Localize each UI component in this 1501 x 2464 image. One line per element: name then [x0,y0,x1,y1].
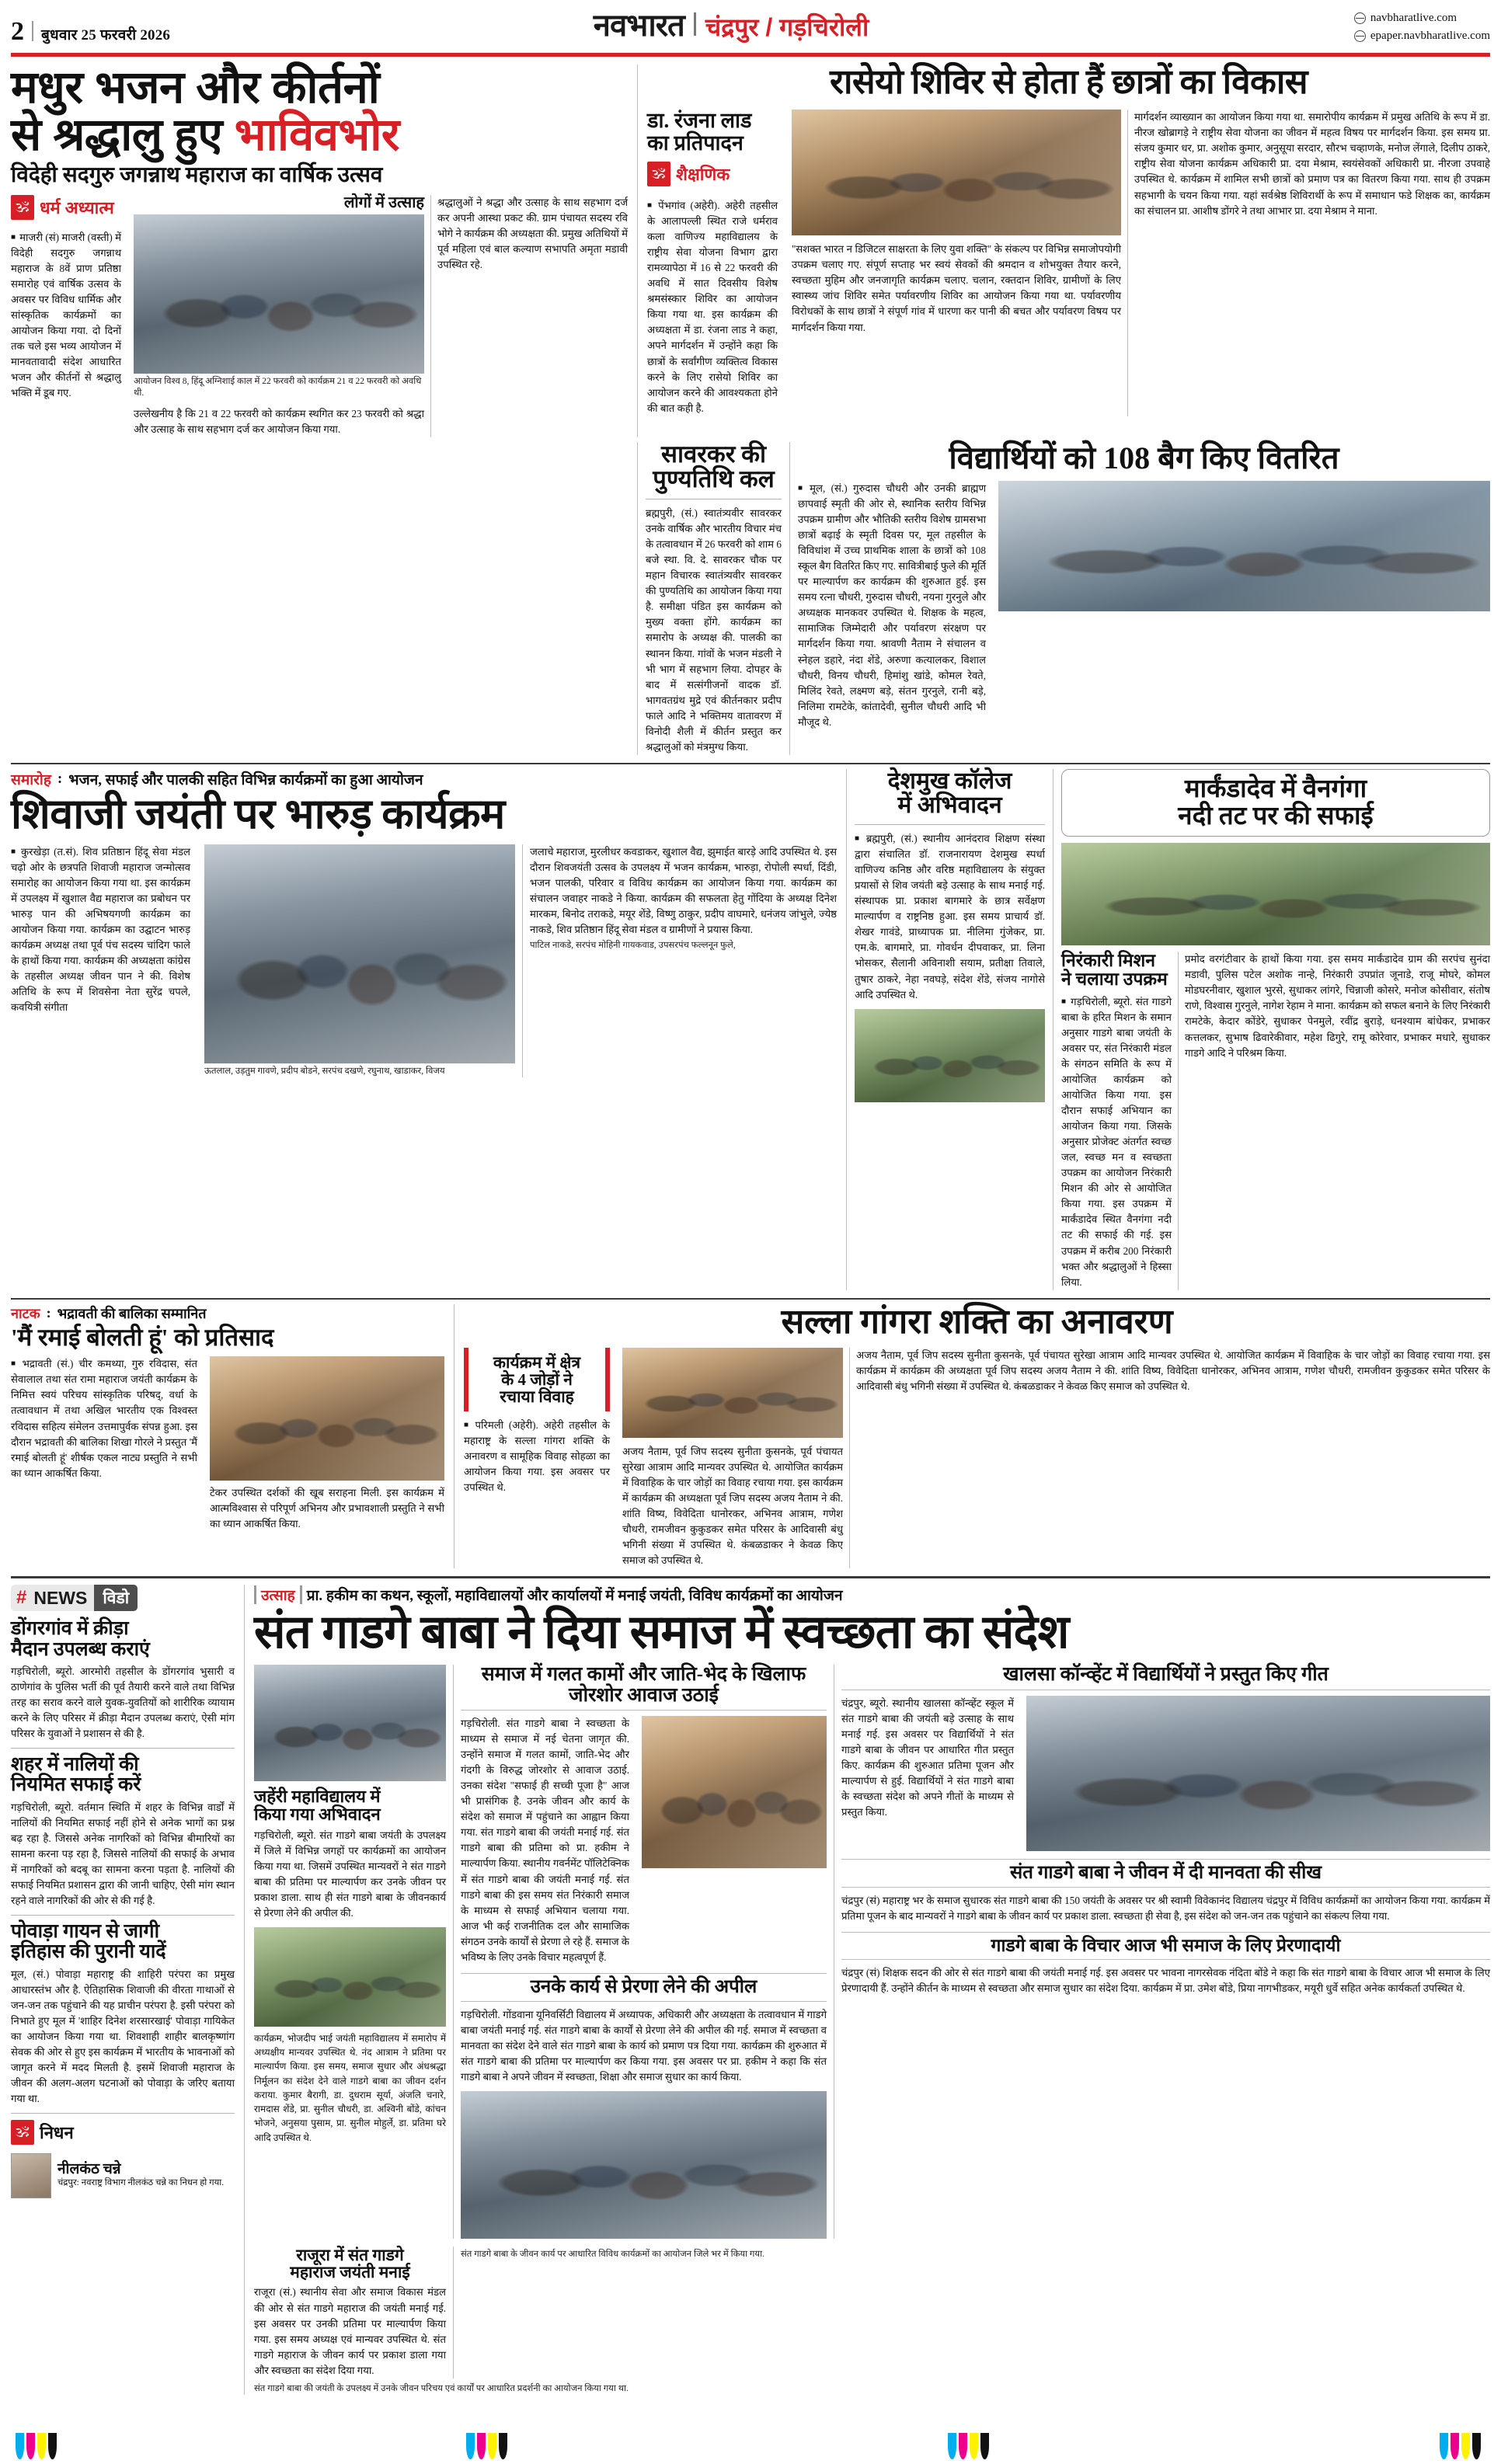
gadge-col-2 [453,1665,834,2239]
salla-col-3 [849,1348,1490,1569]
cmyk-magenta [477,2433,486,2459]
bags108-row [798,481,1490,730]
rasayo-deck-1: डा. रंजना लाड [647,109,752,133]
sidebar-divider-3 [11,2113,235,2114]
lead-subhead: विदेही सदगुरु जगन्नाथ महाराज का वार्षिक उत्सव [11,163,383,188]
obituary-body: चंद्रपुर: नवराष्ट्र विभाग नीलकंठ चन्ने का निधन हो गया. [57,2178,225,2188]
savarkar-headline-2: पुण्यतिथि कल [653,465,775,493]
shivaji-row [11,844,837,1078]
lead-headline-part-a: से श्रद्धालु हुए [11,110,235,161]
bags108-body: ■ मूल, (सं.) गुरुदास चौधरी और उनकी ब्राह्मण छापवाई स्मृती की ओर से, स्थानिक स्तरीय विभिन्न उपक्रम ग्रामीण और भौतिकी स्तरीय विशेष ग्रामसभा छात्रों बढ़ाई के स्मृती दिवस पर, मूल तहसील के विविधांश में उच्च प्राथमिक शाला के छात्रों को 108 स्कूल बैग वितरित किए गए. सावित्रीबाई फुले की मूर्ति पर माल्यार्पण कर कार्यक्रम की शुरुआत हुई. इस समय रत्ना चौधरी, गुरुदास चौधरी, नयना गुरनुले और अध्यक्षक मानकवर उपस्थित थे. शिक्षक के महत्व, सामाजिक जिम्मेदारी और पर्यावरण संरक्षण पर मार्गदर्शन किया गया. श्रावणी नैताम ने संचालन व स्नेहल डहारे, नंदा शेंडे, अरुणा कत्यालकर, विशाल चौधरी, विनय चौधरी, हिमांशु खांडे, कोमल रेवते, मिलिंद रेवते, लक्ष्मण बड़े, संतन गुरनुले, रानी बड़े, निलिमा रामटेके, कांतादेवी, सुनील चौधरी आदि भी मौजूद थे. [798,481,986,730]
lead-body-3: उल्लेखनीय है कि 21 व 22 फरवरी को कार्यक्रम स्थगित कर 23 फरवरी को श्रद्धा और उत्साह के साथ सहभाग दर्ज कर आयोजन किया गया. [134,407,424,435]
cmyk-yellow [1461,2433,1470,2459]
gadge-col2-text [461,1716,636,1965]
shivaji-kicker-tag: समारोह [11,769,51,789]
fourth-band [11,1304,1490,1569]
natak-kicker-text: भद्रावती की बालिका सम्मानित [57,1305,207,1321]
news-sidebar [11,1585,244,2395]
gadge-col2-row [461,1716,827,1965]
gadge-kicker [254,1585,1490,1605]
lead-story [11,64,637,437]
salla-body-3: अजय नैताम, पूर्व जिप सदस्य सुनीता कुसनके, पूर्व पंचायत सुरेखा आत्राम आदि मान्यवर उपस्थित थे. आयोजित कार्यक्रम में विवाहिक के चार जोड़ों का विवाह रचाया गया. इस कार्यक्रम में कार्यक्रम की अध्यक्षता पूर्व जिप सदस्य अजय नैताम ने की. शांति विष्य, विवेदिता धानोरकर, अभिनव आत्राम, गणेश चौधरी, रामजीवन कुकुडकर समेत परिसर के आदिवासी बंधु भगिनी संख्या में उपस्थित थे. कंबळडाकर ने केवळ किए समाज को उपस्थित थे. [856,1349,1490,1393]
bottom-strip-caption: संत गाडगे बाबा के जीवन कार्य पर आधारित विविध कार्यक्रमों का आयोजन जिले भर में किया गया. [461,2250,764,2260]
shivaji-body-1: ■ कुरखेड़ा (त.सं). शिव प्रतिष्ठान हिंदू सेवा मंडल चढ़ो ओर के छत्रपति शिवाजी महाराज जन्मोत्सव समारोह का आयोजन किया गया था. इस कार्यक्रम में उपलक्ष्य में खुशाल वैद्य महाराज का प्रबोधन पर भारुड़ पान की अभिषयगणी कार्यक्रम का आयोजन किया गया. कार्यक्रम का उद्घाटन भारुड़ कार्यक्रम अध्यक्ष तथा पूर्व पंच सदस्य चांदिग फाले के हाथों किया गया. कार्यक्रम की अध्यक्षता कांग्रेस के तहसील अध्यक्ष जीवन पान ने की. विशेष अतिथि के रूप में शिवसेना नेता सुरेंद्र चपले, कवयित्री संगीता [11,844,190,1016]
gadge-main-block [244,1585,1490,2395]
savarkar-headline-1: सावरकर की [661,440,766,468]
natak-body-1: ■ भद्रावती (सं.) चीर कमथ्या, गुरु रविदास, संत सेवालाल तथा संत रामा महाराज जयंती कार्यक्रम के निमित्त स्वयं परिचय सांस्कृतिक परिषद्, वर्धा के तत्वावधान में तथा अखिल भारतीय एक विश्वस्त रविदास सहित्य संमेलन उत्तमापुर्वक संपन्न हुआ. इस दौरान भद्रावती की बालिका शिखा गोरले ने प्रस्तुत 'मैं रमाई बोलती हूं' शीर्षक एकल नाट्य प्रस्तुति ने सभी का ध्यान आकर्षित किया. [11,1356,197,1481]
sidebar-item-1[interactable] [11,1619,235,1742]
rasayo-body-1: ■ पेंभगांव (अहेरी). अहेरी तहसील के आलापल्ली स्थित राजे धर्मराव कला वाणिज्य महाविद्यालय के राष्ट्रीय सेवा योजना विभाग द्वारा रामव्यापेठा में 16 से 22 फरवरी की अवधि में सात दिवसीय विशेष श्रमसंस्कार शिविर का आयोजन किया गया था. इस कार्यक्रम की अध्यक्षता में डा. रंजना लाड ने कहा, अपने मार्गदर्शन में उन्होंने कहा कि छात्रों के सर्वांगीण व्यक्तित्व विकास करने के लिए रासेयो शिविर का आयोजन करने की आवश्यकता होने की बात कही है. [647,198,778,416]
cmyk-cyan [466,2433,475,2459]
obituary-name: नीलकंठ चन्ने [57,2160,121,2177]
book-icon [647,162,670,186]
natak-photo [210,1356,444,1481]
salla-body-2: अजय नैताम, पूर्व जिप सदस्य सुनीता कुसनके, पूर्व पंचायत सुरेखा आत्राम आदि मान्यवर उपस्थित थे. आयोजित कार्यक्रम में विवाहिक के चार जोड़ों का विवाह रचाया गया. इस कार्यक्रम में कार्यक्रम की अध्यक्षता पूर्व जिप सदस्य अजय नैताम ने की. शांति विष्य, विवेदिता धानोरकर, अभिनव आत्राम, गणेश चौधरी, रामजीवन कुकुडकर समेत परिसर के आदिवासी बंधु भगिनी संख्या में उपस्थित थे. कंबळडाकर ने केवळ किए समाज को उपस्थित थे. [622,1445,843,1567]
shivaji-photo [204,844,515,1063]
lead-body-1: ■ माजरी (सं) माजरी (वस्ती) में विदेही सदगुरु जगन्नाथ महाराज के 8वें प्राण प्रतिष्ठा समारोह एवं वार्षिक उत्सव के अवसर पर विविध धार्मिक और सांस्कृतिक कार्यक्रमों का आयोजन किया गया. दो दिनों तक चले इस भव्य आयोजन में मानवतावादी संदेश आधारित भजन और कीर्तनों से श्रद्धालु भक्ति में डूब गए. [11,230,121,402]
obituary-person [11,2153,235,2198]
cmyk-cyan [1440,2433,1448,2459]
rajura-head-1: राजूरा में संत गाडगे [296,2246,404,2265]
natak-kicker-colon: : [46,1305,51,1321]
category-badge-shaikshanik[interactable] [647,162,730,186]
shivaji-kicker-text: भजन, सफाई और पालकी सहित विभिन्न कार्यक्रमों का हुआ आयोजन [68,771,423,788]
rasayo-headline: रासेयो शिविर से होता हैं छात्रों का विकास [830,63,1308,101]
salla-body-1: ■ परिमली (अहेरी). अहेरी तहसील के महाराष्ट्र के सल्ला गांगरा शक्ति के अनावरण व सामूहिक विवाह सोहळा का आयोजन किया गया. इस अवसर पर उपस्थित थे. [464,1418,610,1495]
gadge-kicker-tag: उत्साह [261,1585,295,1605]
sidebar-item-3[interactable] [11,1922,235,2107]
brand-divider [694,12,696,36]
markanda-body-col [1178,952,1490,1289]
rasayo-deck-2: का प्रतिपादन [647,131,744,155]
markanda-headline-1: मार्कंडादेव में वैनगंगा [1184,774,1367,803]
video-label: विडो [94,1585,138,1611]
deshmukh-photo [855,1009,1045,1102]
salla-headline: सल्ला गांगरा शक्ति का अनावरण [781,1302,1173,1341]
gadge-col3-head: खालसा कॉन्व्हेंट में विद्यार्थियों ने प्रस्तुत किए गीत [841,1665,1490,1690]
gadge-col3-row [841,1696,1490,1851]
natak-caption: टेकर उपस्थित दर्शकों की खूब सराहना मिली. इस कार्यक्रम में आत्मविश्वास से परिपूर्ण अभिनय और प्रभावशाली प्रस्तुति ने सभी का ध्यान आकर्षित किया. [210,1487,444,1530]
markanda-body-1: ■ गड़चिरोली, ब्यूरो. संत गाडगे बाबा के हरित मिशन के समान अनुसार गाडगे बाबा जयंती के अवसर पर, संत निरंकारी मंडल के संगठन समिति के रूप में आयोजित कार्यक्रम को आयोजित किया गया. इस दौरान सफाई अभियान का आयोजन किया गया. जिसके अनुसार प्रोजेक्ट अंतर्गत स्वच्छ जल, स्वच्छ मन व स्वच्छता उपक्रम का आयोजन निरंकारी मिशन की ओर से आयोजित किया गया. इस उपक्रम में मार्कंडादेव स्थित वैनगंगा नदी तट की सफाई की गई. इस उपक्रम में करीब 200 निरंकारी भक्त और श्रद्धालुओं ने हिस्सा लिया. [1061,994,1172,1290]
gadge-col2-subbody: गड़चिरोली. गोंडवाना यूनिवर्सिटी विद्यालय में अध्यापक, अधिकारी और अध्यक्षता के तत्वावधान में गाडगे बाबा जयंती मनाई गई. संत गाडगे बाबा के कार्यों से प्रेरणा लेने की अपील की गई. समाज में स्वच्छता व मानवता का संदेश देने वाले संत गाडगे बाबा के कार्य को प्रमाण पत्र दिया गया. कार्यक्रम की शुरुआत में संत गाडगे बाबा की प्रतिमा पर माल्यार्पण कर किया गया. इस अवसर पर प्रा. हकीम ने कहा कि संत गाडगे बाबा ने अपने जीवन में स्वच्छता, शिक्षा और समाज सुधार का कार्य किया. [461,2009,827,2083]
gadge-col3-body: चंद्रपुर, ब्यूरो. स्थानीय खालसा कॉन्व्हेंट स्कूल में संत गाडगे बाबा की जयंती बड़े उत्साह के साथ मनाई गई. इस अवसर पर विद्यार्थियों ने संत गाडगे बाबा के जीवन पर आधारित गीत प्रस्तुत किए. कार्यक्रम की शुरुआत प्रतिमा पूजन और माल्यार्पण से हुई. विद्यार्थियों ने संत गाडगे बाबा के स्वच्छता संदेश को अपने गीतों के माध्यम से प्रस्तुत किया. [841,1697,1014,1818]
gadge-col2-body: गड़चिरोली. संत गाडगे बाबा ने स्वच्छता के माध्यम से समाज में नई चेतना जागृत की. उन्होंने समाज में गलत कामों, जाति-भेद और गंदगी के विरुद्ध जोरशोर से आवाज उठाई. उनका संदेश "सफाई ही सच्ची पूजा है" आज भी प्रासंगिक है. उनके जीवन और कार्य के संदेश को समाज में पहुंचाने का आह्वान किया गया. संत गाडगे बाबा की जयंती मनाई गई. संत गाडगे बाबा की प्रतिमा को प्रा. हकीम ने माल्यार्पण किया. स्थानीय गवर्नमेंट पॉलिटेक्निक में संत गाडगे बाबा की जयंती मनाई गई. संत गाडगे बाबा की इस समय संत निरंकारी समाज के माध्यम से सफाई अभियान चलाया गया. आज भी कई राजनीतिक दल और सामाजिक संगठन उनके कार्यों से प्रेरणा ले रहे हैं. समाज के भविष्य के लिए उनके विचार महत्वपूर्ण हैं. [461,1717,629,1963]
rajura-head-2: महाराज जयंती मनाई [290,2263,410,2282]
gadge-main-caption: संत गाडगे बाबा की जयंती के उपलक्ष्य में उनके जीवन परिचय एवं कार्यों पर आधारित प्रदर्शनी का आयोजन किया गया था. [254,2383,629,2393]
category-badge-dharm[interactable] [11,195,114,220]
lead-body-row [11,195,628,437]
shivaji-headline: शिवाजी जयंती पर भारुड़ कार्यक्रम [11,790,505,837]
gadge-col3-subhead: संत गाडगे बाबा ने जीवन में दी मानवता की सीख [841,1859,1490,1888]
masthead-brand [594,2,869,45]
section-divider-2 [11,1298,1490,1300]
sidebar-item-1-body: गड़चिरोली, ब्यूरो. आरमोरी तहसील के डोंगरगांव भुसारी व ठाणेगांव के पुलिस भर्ती की पूर्व तैयारी करने वाले तथा विभिन्न तरह का सराव करने वाले युवक-युवतियों को शारीरिक व्यायाम करने के लिए परिसर में क्रीड़ा मैदान उपलब्ध कराएं, ऐसी मांग परिसर के युवाओं ने प्रशासन से की है. [11,1665,235,1740]
deshmukh-rule [855,824,1045,825]
masthead-rule [11,53,1490,57]
sidebar-divider-1 [11,1748,235,1749]
savarkar-story [637,442,789,755]
bags108-story [789,442,1490,755]
sidebar-item-2-title-2: नियमित सफाई करें [11,1774,141,1796]
gadge-col3-photo-col [1020,1696,1490,1851]
rasayo-photo-col [785,110,1127,416]
gadge-col-3 [834,1665,1490,2239]
globe-icon [1354,30,1366,42]
epaper-url: epaper.navbharatlive.com [1370,29,1490,42]
cmyk-marks-4 [1440,2433,1481,2459]
salla-sub-box [464,1348,610,1411]
kicker-bar-right [300,1585,302,1604]
shivaji-kicker-colon: : [57,770,63,787]
section-divider-3 [11,1576,1490,1578]
bags108-photo [998,481,1490,611]
edition-name: चंद्रपुर / गड़चिरोली [705,13,869,41]
bags108-headline: विद्यार्थियों को 108 बैग किए वितरित [949,440,1339,475]
deshmukh-headline-2: में अभिवादन [897,792,1002,819]
natak-kicker [11,1304,444,1323]
website-url: navbharatlive.com [1370,11,1457,24]
rasayo-body-3: मार्गदर्शन व्याख्यान का आयोजन किया गया था. समारोपीय कार्यक्रम में प्रमुख अतिथि के रूप में डा. नीरज खोब्रागड़े ने राष्ट्रीय सेवा योजना का जीवन में महत्व विषय पर मार्गदर्शन किया. इस समय प्रा. संजय कुमार धर, प्रा. अशोक कुमार, अनुसूया सरदार, सौरभ चव्हाणके, मनोज लेंगाले, दिलीप ठाकरे, राष्ट्रीय सेवा योजना कार्यक्रम अधिकारी प्रा. दया मेश्राम, स्वयंसेवकों अधिकारी प्रा. नीरजा उपवाहे उपस्थित थे. कार्यक्रम में शामिल सभी छात्रों को प्रमाण पत्र का वितरण किया गया. साथ ही उपक्रम सहभागी के चयन किया गया. यहां सर्वश्रेष्ठ शिविरार्थी के रूप में समाधान फडे शिक्षक का, कार्यक्रम का संचालन प्रा. आशीष डोंगरे ने तथा आभार प्रा. दया मेश्राम ने माना. [1134,111,1490,217]
lead-photo-col [127,195,430,437]
lead-col-1 [11,195,127,437]
bottom-strip-caption-col [453,2246,1490,2378]
salla-row [464,1348,1490,1569]
natak-row [11,1356,444,1532]
cmyk-black [499,2433,507,2459]
markanda-story [1053,769,1490,1290]
cmyk-black [48,2433,57,2459]
cmyk-black [980,2433,989,2459]
sidebar-item-1-title-1: डोंगरगांव में क्रीड़ा [11,1618,129,1640]
cmyk-marks-2 [466,2433,507,2459]
rasayo-photo [792,110,1121,235]
bottom-section [11,1585,1490,2395]
salla-photo-col [616,1348,849,1569]
gadge-col2-photo-bottom [461,2091,827,2239]
obituary-photo [11,2153,51,2198]
cmyk-black [1472,2433,1481,2459]
cmyk-magenta [959,2433,967,2459]
salla-story [454,1304,1490,1569]
natak-text-col [11,1356,204,1532]
lead-photo [134,214,424,374]
cmyk-cyan [948,2433,956,2459]
masthead-left [11,19,170,45]
salla-sub-2: के 4 जोड़ों ने [501,1369,573,1389]
gadge-col1-photo-bottom [254,1927,446,2027]
bags108-photo-col [992,481,1490,730]
gadge-col1-caption: कार्यक्रम, भोजदीप भाई जयंती महाविद्यालय में समारोप में अध्यक्षीय मान्यवर उपस्थित थे. नंद आत्राम ने प्रतिमा पर माल्यार्पण किया. इस समय, समाज सुधार और अंधश्रद्धा निर्मूलन का संदेश देने वाले गाडगे बाबा का जीवन दर्शन कराया. कुमार बैरागी, डा. दुधराम सूर्या, अंजलि चनारे, रामदास शेंडे, प्रा. सुनील चौधरी, डा. अश्विनी बोंडे, कांचन भोजने, अनुसया पुसाम, प्रा. सुनील मोहुर्ले, डा. प्रतिमा घरे आदि उपस्थित थे. [254,2032,446,2143]
deshmukh-headline-1: देशमुख कॉलेज [887,767,1012,794]
obituary-label: निधन [40,2123,74,2143]
cmyk-magenta [26,2433,35,2459]
gadge-col3-photo [1026,1696,1490,1851]
website-link[interactable] [1354,9,1490,27]
epaper-link[interactable] [1354,27,1490,45]
markanda-headline-box [1061,769,1490,837]
masthead [11,0,1490,45]
lead-body-2: श्रद्धालुओं ने श्रद्धा और उत्साह के साथ सहभाग दर्ज कर अपनी आस्था प्रकट की. ग्राम पंचायत सदस्य रवि भोगे ने कार्यक्रम की अध्यक्षता की. प्रमुख अतिथियों में पूर्व महिला एवं बाल कल्याण सभापति अमृता मडावी उपस्थित रहे. [437,196,628,270]
rajura-story [254,2246,453,2378]
obituary-block [11,2120,235,2198]
newspaper-logo: नवभारत [593,9,684,43]
rasayo-row [647,110,1490,416]
obituary-badge [11,2120,74,2145]
salla-sub-1: कार्यक्रम में क्षेत्र [493,1352,581,1372]
rasayo-body-2: "सशक्त भारत न डिजिटल साक्षरता के लिए युवा शक्ति" के संकल्प पर विभिन्न समाजोपयोगी उपक्रम चलाए गए. संपूर्ण सप्ताह भर स्वयं सेवकों की श्रमदान व शोभयुक्त तैयार करने, स्वच्छता मुहिम और जनजागृति कार्यक्रम चलाए. चलान, रक्तदान शिविर, ग्रामीणों के लिए स्वास्थ्य जांच शिविर समेत पर्यावरणीय शिविर का आयोजन किया गया था. पर्यावरणीय विरोधकों के साथ छात्रों ने संपूर्ण गांव में धारणा कर पानी की बचत और पर्यावरण विषय पर मार्गदर्शन किया गया. [792,243,1121,333]
sidebar-divider-2 [11,1915,235,1916]
rasayo-story [637,64,1490,437]
kicker-bar-left [254,1585,256,1604]
gadge-col2-photo-col [636,1716,827,1965]
markanda-body-2: प्रमोद वरगंटीवार के हाथों किया गया. इस समय मार्कंडादेव ग्राम की सरपंच सुनंदा मडावी, पुलिस पटेल अशोक नान्हे, निरंकारी उपप्रांत जूनाडे, राजू मोघरे, कोमल मोडघरनीवार, खुशाल भुरसे, सुधाकर लांगरे, चिन्नाजी कोसरे, मनोज कोसीवार, संतोष राणे, विश्वास गुरनुले, नागेश रेहाम ने माना. कार्यक्रम को सफल बनाने के लिए निरंकारी रामटेके, केदार कोंडेरे, सुधाकर पेनमुले, रवींद्र बुराड़े, धनश्याम बांधेकर, प्रभाकर कत्तलकर, सुभाष ढिवारेकीवार, महेश ढिगुरे, रामू कोरेवार, प्रभाकर मधारे, सुधाकर गाडगे आदि ने परिश्रम किया. [1185,953,1490,1059]
gadge-col2-subhead: उनके कार्य से प्रेरणा लेने की अपील [461,1973,827,2002]
deshmukh-story [846,769,1053,1290]
gadge-col3-subhead-2: गाडगे बाबा के विचार आज भी समाज के लिए प्रेरणादायी [841,1932,1490,1960]
cmyk-marks-3 [948,2433,989,2459]
top-section [11,64,1490,437]
publication-date: बुधवार 25 फरवरी 2026 [41,27,171,44]
shivaji-col-3 [522,844,837,1078]
cmyk-yellow [970,2433,978,2459]
news-label: NEWS [32,1585,94,1611]
sidebar-item-3-body: मूल, (सं.) पोवाड़ा महाराष्ट्र की शाहिरी परंपरा का प्रमुख आधारस्तंभ और है. ऐतिहासिक शिवाजी की वीरता गाथाओं से जन-जन तक पहुंचाने की यह प्राचीन परंपरा है. इसी परंपरा को निभाते हुए मूल में 'शाहिर दिनेश शरसारखाई' पोवाड़ा गायिकेत का आयोजन किया गया था. शिवशाही शाहीर बालकृष्णांग सेवक की ओर से हुए इस कार्यक्रम में भारतीय के भावनाओं को जागृत करने में मदद मिलती है. इसमें शिवाजी महाराज के जीवन की अलग-अलग घटनाओं को पोवाड़ा के जरिए बताया गया था. [11,1968,235,2105]
gadge-col1-head-2: किया गया अभिवादन [254,1804,381,1825]
second-band [11,442,1490,755]
masthead-links [1354,9,1490,46]
gadge-columns [254,1665,1490,2239]
lead-photo-kicker: लोगों में उत्साह [343,193,424,211]
markanda-headline-2: नदी तट पर की सफाई [1178,802,1374,830]
temple-icon [11,195,34,220]
second-band-left-spacer [11,442,637,755]
rasayo-col-3 [1127,110,1490,416]
cmyk-cyan [16,2433,24,2459]
news-video-badge[interactable] [11,1585,138,1611]
gadge-bottom-strip [254,2246,1490,2378]
category-label: धर्म अध्यात्म [40,197,114,218]
salla-photo [622,1348,843,1438]
cmyk-magenta [1451,2433,1459,2459]
gadge-col1-body: गड़चिरोली, ब्यूरो. संत गाडगे बाबा जयंती के उपलक्ष्य में जिले में विभिन्न जगहों पर कार्यक्रमों का आयोजन किया गया था. जिसमें उपस्थित मान्यवरों ने संत गाडगे बाबा की प्रतिमा पर माल्यार्पण कर उनके जीवन पर प्रकाश डाला. साथ ही संत गाडगे बाबा के जीवनकार्य से प्रेरणा लेने की अपील की. [254,1829,446,1919]
shivaji-col-1 [11,844,197,1078]
page-number: 2 [11,17,24,46]
shivaji-caption-left: ऊतलाल, उड़तुम गावणे, प्रदीप बोडने, सरपंच दखणे, रघुनाथ, खाडाकर, विजय [204,1066,445,1076]
rasayo-deck-col [647,110,785,416]
globe-icon [1354,12,1366,24]
markanda-photo [1061,843,1490,945]
hash-icon: # [11,1585,32,1611]
candle-icon [11,2120,34,2145]
natak-kicker-tag: नाटक [11,1305,40,1321]
cmyk-yellow [488,2433,496,2459]
masthead-divider [32,21,33,41]
section-divider-1 [11,763,1490,764]
sidebar-item-3-title-1: पोवाड़ा गायन से जागी [11,1921,160,1943]
gadge-col3-subbody: चंद्रपुर (सं) महाराष्ट्र भर के समाज सुधारक संत गाडगे बाबा की 150 जयंती के अवसर पर श्री स्वामी विवेकानंद विद्यालय चंद्रपुर में विविध कार्यक्रमों का आयोजन किया गया. कार्यक्रम में प्रतिमा पूजन के बाद मान्यवरों ने गाडगे बाबा के जीवन कार्य पर प्रकाश डाला. स्वच्छता ही सेवा है, इस संदेश को जन-जन तक पहुंचाने का संकल्प लिया गया. [841,1894,1490,1922]
natak-headline: 'मैं रमाई बोलती हूं' को प्रतिसाद [11,1323,274,1351]
salla-sub-3: रचाया विवाह [500,1387,574,1406]
sidebar-item-1-title-2: मैदान उपलब्ध कराएं [11,1638,150,1660]
gadge-headline: संत गाडगे बाबा ने दिया समाज में स्वच्छता का संदेश [254,1606,1069,1658]
lead-headline-part-b: भाविवभोर [234,110,400,161]
gadge-col3-text [841,1696,1020,1851]
natak-photo-col [204,1356,444,1532]
markanda-sub-2: ने चलाया उपक्रम [1061,969,1168,990]
sidebar-item-2[interactable] [11,1755,235,1909]
gadge-col1-head-1: जहेंरी महाविद्यालय में [254,1787,381,1807]
markanda-row [1061,952,1490,1289]
sidebar-item-2-title-1: शहर में नालियों की [11,1754,139,1776]
natak-story [11,1304,454,1569]
category-label: शैक्षणिक [676,164,730,184]
shivaji-body-2: जलाचे महाराज, मुरलीधर कवडाकर, खुशाल वैद्य, झुमाईत बारड़े आदि उपस्थित थे. इस दौरान शिवजयंती उत्सव के उपलक्ष्य में भजन कार्यक्रम, भारुड़ा, रोपोली स्पर्धा, दिंडी, भजन पालकी, परिवार व विविध कार्यक्रम का आयोजन किया गया. कार्यक्रम का संचालन जवाहर नाकडे ने किया. कार्यक्रम की सफलता हेतु गोंदिया के अध्यक्ष दिनेश मारकम, बिनोद तराकडे, मयूर शेंडे, विष्णु ठाकुर, प्रदीप वाघमारे, धनंजय जांभुले, ज्येष्ठ नाकडे, शिव प्रतिष्ठान हिंदू सेवा मंडल व ग्रामीणों ने प्रयास किया. [530,845,837,935]
sidebar-item-3-title-2: इतिहास की पुरानी यादें [11,1941,166,1963]
salla-sub-col [464,1348,616,1569]
gadge-col2-head: समाज में गलत कामों और जाति-भेद के खिलाफ जोरशोर आवाज उठाई [461,1665,827,1711]
deshmukh-body: ■ ब्रह्मपुरी, (सं.) स्थानीय आनंदराव शिक्षण संस्था द्वारा संचालित डॉ. राजनारायण देशमुख स्पर्धा वाणिज्य कनिष्ठ और वरिष्ठ महाविद्यालय के संयुक्त प्रयासों से शिव जयंती बड़े उत्साह के साथ मनाई गई. संस्थापक प्रा. प्रकाश बागमारे के छात्र सर्वेक्षण माल्यार्पण व राष्ट्रनिष्ठ हुआ. इस समय प्राचार्य डॉ. शेखर गावंडे, प्राध्यापक प्रा. नीलिमा गुंजेकर, प्रा. एम.के. बागमारे, प्रा. गोवर्धन दीपवाकर, प्रा. लिना भोसकर, सैलानी अविनाशी सयाम, प्रतीक्षा तिवाले, तुषार ठाकरे, नेहा नवघड़े, संदेश शेंडे, संजय नागोसे आदि उपस्थित थे. [855,831,1045,1003]
lead-headline-line2 [11,110,628,161]
markanda-sub-col [1061,952,1178,1289]
cmyk-yellow [37,2433,46,2459]
lead-col-3 [430,195,628,437]
gadge-col2-photo [642,1716,827,1868]
gadge-kicker-text: प्रा. हकीम का कथन, स्कूलों, महाविद्यालयों और कार्यालयों में मनाई जयंती, विविध कार्यक्रमों का आयोजन [306,1588,843,1605]
cmyk-marks-1 [16,2433,57,2459]
third-band [11,769,1490,1290]
bags108-text-col [798,481,992,730]
rajura-body: राजूरा (सं.) स्थानीय सेवा और समाज विकास मंडल की ओर से संत गाडगे महाराज की जयंती मनाई गई. इस अवसर पर उनकी प्रतिमा पर माल्यार्पण किया गया. इस समय अध्यक्ष एवं मान्यवर उपस्थित थे. संत गाडगे महाराज के जीवन कार्य पर प्रकाश डाला गया और स्वच्छता का संदेश दिया गया. [254,2286,446,2376]
shivaji-kicker [11,769,837,789]
lead-photo-caption: आयोजन विश्व 8, हिंदू अग्निशाई काल में 22 फरवरी को कार्यक्रम 21 व 22 फरवरी को अवधि थी. [134,376,422,398]
markanda-sub-1: निरंकारी मिशन [1061,951,1155,971]
shivaji-photo-col [197,844,522,1078]
sidebar-item-2-body: गड़चिरोली, ब्यूरो. वर्तमान स्थिति में शहर के विभिन्न वार्डों में नालियों की नियमित सफाई नहीं होने से अनेक भागों का प्रश्न बढ़ रहा है. जिससे अनेक नागरिकों को विभिन्न बीमारियों का सामना करना पड़ रहा है, जिससे नालियों की सफाई के अभाव में नागरिकों को बदबू का सामना करना पड़ता है. नालियों की सफाई नियमित प्रशासन द्वारा की जानी चाहिए, ऐसी मांग स्थान रहने वाले नागरिकों की ओर से की गई है. [11,1801,235,1907]
savarkar-body: ब्रह्मपुरी, (सं.) स्वातंत्र्यवीर सावरकर उनके वार्षिक और भारतीय विचार मंच के तत्वावधान में 26 फरवरी को शाम 6 बजे स्था. वि. दे. सावरकर चौक पर महान विचारक स्वातंत्र्यवीर सावरकर की पुण्यतिथि का आयोजन किया गया है. समीक्षा पंडित इस कार्यक्रम को मुख्य वक्ता होंगे. कार्यक्रम का समारोप के अध्यक्ष की. पालकी का स्थानन किया. गांवों के भजन मंडली ने भी भाग में सहभाग लिया. दोपहर के बाद में सत्संगीजनों वादक डॉ. भागवतग्रंथ मुद्रे एवं कीर्तनकार प्रदीप फाले आदि ने भक्तिमय वातावरण में विनोदी शैली में कीर्तन प्रस्तुत कर श्रद्धालुओं को मंत्रमुग्ध किया. [646,506,782,753]
gadge-col1-photo-top [254,1665,446,1781]
gadge-col3-subbody-2: चंद्रपुर (सं) शिक्षक सदन की ओर से संत गाडगे बाबा की जयंती मनाई गई. इस अवसर पर भावना नागरसेवक नंदिता बोंडे ने कहा कि संत गाडगे बाबा के विचार आज भी समाज के लिए प्रेरणादायी हैं. उन्होंने कीर्तन के माध्यम से स्वच्छता और समाज सुधार का संदेश दिया. कार्यक्रम में प्रा. उमेश बोंडे, प्रिया नागभीडकर, मयूरी धुर्वे सहित अनेक कार्यकर्ता उपस्थित थे. [841,1967,1490,1995]
gadge-col-1 [254,1665,453,2239]
shivaji-story [11,769,846,1290]
shivaji-caption-right: पाटिल नाकडे, सरपंच मोहिनी गायकवाड, उपसरपंच फल्लनून फुले, [530,941,736,951]
lead-headline-line1: मधुर भजन और कीर्तनों [11,62,380,113]
